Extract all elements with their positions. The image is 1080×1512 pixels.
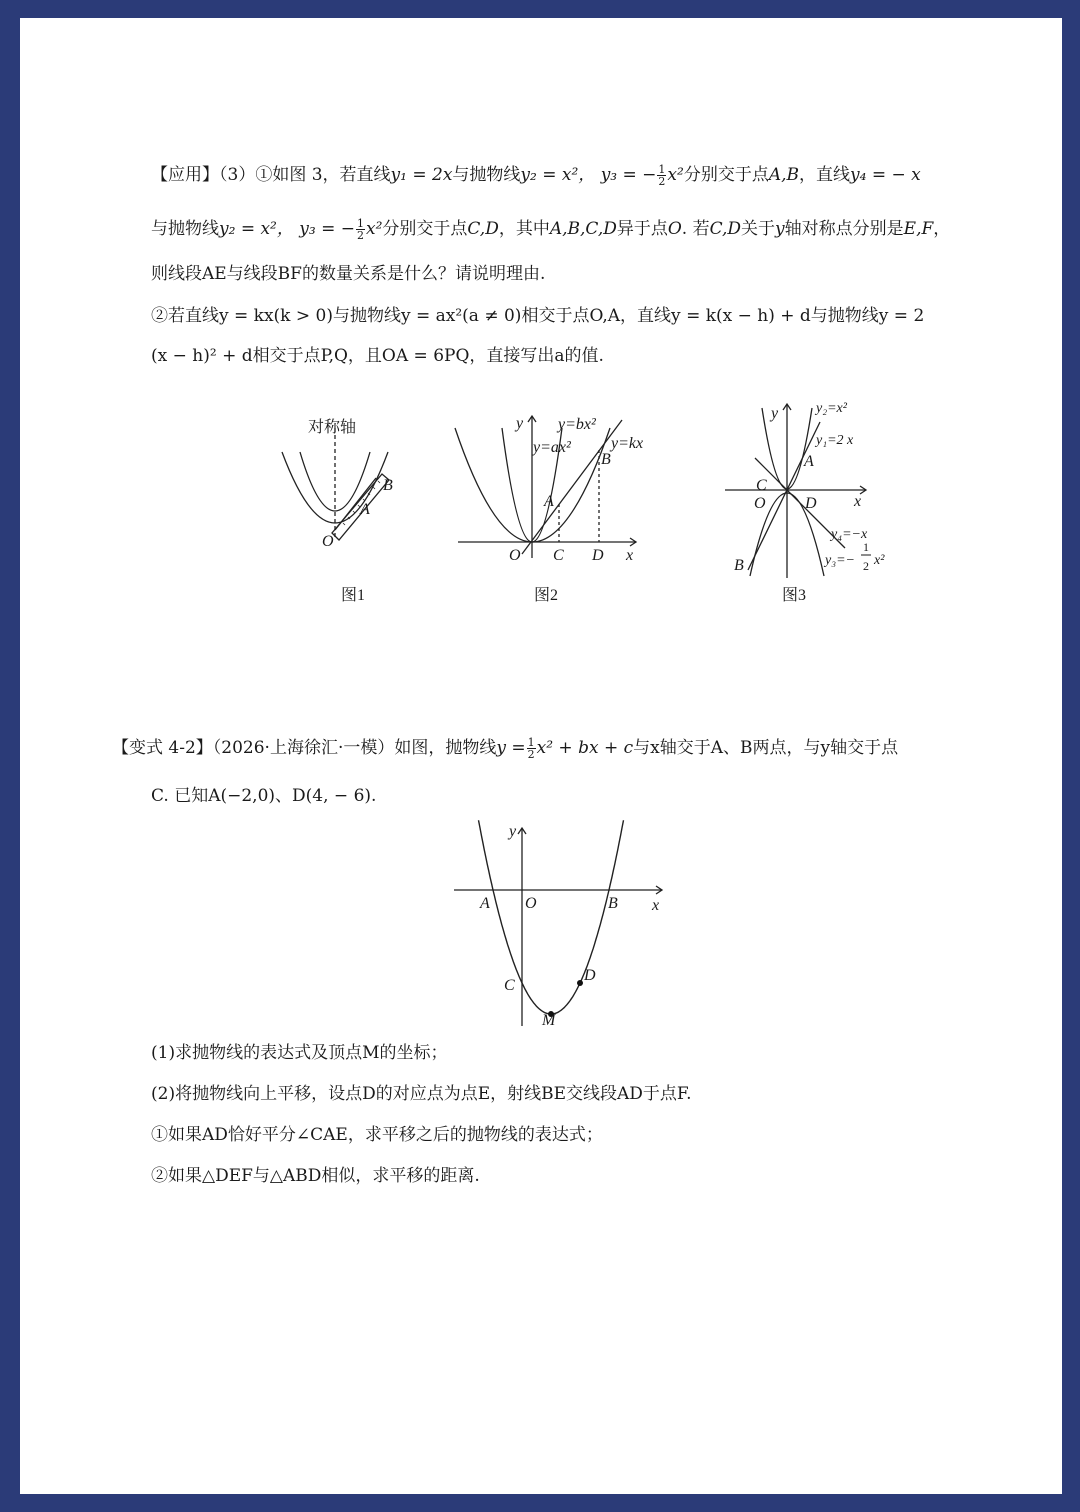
fig1-axis-label: 对称轴 bbox=[307, 419, 357, 436]
text-segment: 轴对称点分别是 bbox=[784, 219, 904, 239]
math-cd: C,D bbox=[709, 219, 742, 239]
text-segment: 分别交于点 bbox=[683, 165, 769, 185]
text-segment: 【变式 4-2】（2026·上海徐汇·一模）如图，抛物线 bbox=[112, 738, 497, 758]
fig2-label-b: B bbox=[601, 451, 611, 468]
variant-label-b: B bbox=[608, 895, 618, 912]
app-line-2 bbox=[151, 218, 950, 241]
frac-den: 2 bbox=[658, 175, 666, 188]
question-2-part-1: ①如果AD恰好平分∠CAE，求平移之后的抛物线的表达式； bbox=[151, 1125, 603, 1145]
fig1-label-o: O bbox=[322, 533, 334, 550]
fig2-label-kx: y=kx bbox=[611, 435, 644, 452]
math-y3: y₃ = − bbox=[299, 219, 355, 239]
math-ab: A,B bbox=[768, 165, 800, 185]
variant-label-a: A bbox=[480, 895, 490, 912]
math-y-eq: y = bbox=[496, 738, 526, 758]
question-2: (2)将抛物线向上平移，设点D的对应点为点E，射线BE交线段AD于点F. bbox=[151, 1084, 692, 1104]
variant-label-o: O bbox=[525, 895, 537, 912]
text-segment: 与抛物线 bbox=[452, 165, 521, 185]
text-segment: ，其中 bbox=[498, 219, 550, 239]
text-segment: 【应用】（3）①如图 3，若直线 bbox=[151, 165, 391, 185]
variant-graph bbox=[438, 818, 678, 1033]
text-segment: ，直线 bbox=[799, 165, 851, 185]
math-y2: y₂ = x²， bbox=[520, 165, 596, 185]
frac-den: 2 bbox=[527, 748, 535, 761]
fig3-caption: 图3 bbox=[781, 587, 807, 604]
math-o: O bbox=[667, 219, 682, 239]
text-segment: 关于 bbox=[741, 219, 776, 239]
fig2-label-o: O bbox=[509, 547, 521, 564]
text-segment: ， bbox=[933, 219, 951, 239]
text-segment: 异于点 bbox=[616, 219, 668, 239]
variant-label-y: y bbox=[509, 823, 517, 840]
text-segment: . 若 bbox=[681, 219, 710, 239]
variant-line-2: C. 已知A(−2,0)、D(4, − 6). bbox=[151, 786, 377, 806]
math-y2: y₂ = x²， bbox=[219, 219, 294, 239]
math-x2: x² bbox=[366, 219, 383, 239]
fig3-label-o: O bbox=[754, 495, 766, 512]
fig3-label-y1: y₁=2 x bbox=[816, 433, 854, 448]
fig3-label-y2: y₂=x² bbox=[816, 401, 847, 416]
variant-label-d: D bbox=[584, 967, 596, 984]
fig3-frac-num: 1 bbox=[863, 540, 869, 554]
frac-num: 1 bbox=[658, 163, 666, 176]
fig1-label-b: B bbox=[383, 477, 393, 494]
fig3-label-x: x bbox=[854, 493, 862, 510]
fig3-label-y: y bbox=[771, 405, 779, 422]
frac-den: 2 bbox=[357, 229, 364, 242]
fig3-label-a: A bbox=[804, 453, 814, 470]
app-line-1 bbox=[151, 164, 921, 187]
app-line-4: ②若直线y = kx(k > 0)与抛物线y = ax²(a ≠ 0)相交于点O,A，直线y = k(x − h) + d与抛物线y = 2 bbox=[151, 306, 925, 326]
fraction-half bbox=[356, 218, 365, 241]
fraction-half bbox=[527, 737, 536, 760]
variant-label-m: M bbox=[542, 1012, 556, 1029]
fig2-label-d: D bbox=[592, 547, 604, 564]
variant-label-c: C bbox=[504, 977, 515, 994]
math-y3: y₃ = − bbox=[600, 165, 657, 185]
math-y1: y₁ = 2x bbox=[390, 165, 453, 185]
frac-num: 1 bbox=[357, 217, 364, 230]
fig2-label-c: C bbox=[553, 547, 564, 564]
fig2-label-x: x bbox=[626, 547, 634, 564]
variant-point-d bbox=[577, 980, 583, 986]
app-line-5: (x − h)² + d相交于点P,Q，且OA = 6PQ，直接写出a的值. bbox=[151, 346, 604, 366]
worksheet-page bbox=[20, 18, 1062, 1494]
text-segment: 与抛物线 bbox=[151, 219, 219, 239]
math-x2: x² bbox=[667, 165, 684, 185]
fig2-label-y: y bbox=[516, 415, 524, 432]
fig1-caption: 图1 bbox=[340, 587, 366, 604]
frac-num: 1 bbox=[527, 736, 535, 749]
question-1: (1)求抛物线的表达式及顶点M的坐标； bbox=[151, 1043, 448, 1063]
fig3-label-y3: y₃=− bbox=[825, 553, 855, 568]
fig3-label-y3-x2: x² bbox=[874, 553, 885, 568]
fig1-label-a: A bbox=[360, 501, 370, 518]
question-2-part-2: ②如果△DEF与△ABD相似，求平移的距离. bbox=[151, 1166, 480, 1186]
fig2-label-ax2: y=ax² bbox=[533, 439, 571, 456]
math-y4: y₄ = − x bbox=[850, 165, 921, 185]
app-line-3: 则线段AE与线段BF的数量关系是什么？请说明理由. bbox=[151, 264, 546, 284]
fig3-label-d: D bbox=[805, 495, 817, 512]
math-y: y bbox=[775, 219, 785, 239]
math-cd: C,D bbox=[467, 219, 499, 239]
variant-label-x: x bbox=[652, 897, 660, 914]
math-points: A,B,C,D bbox=[549, 219, 617, 239]
fig3-frac-den: 2 bbox=[863, 559, 869, 573]
figures-1-3 bbox=[260, 380, 900, 604]
fig3-label-y4: y₄=−x bbox=[831, 527, 868, 542]
fig3-label-b: B bbox=[734, 557, 744, 574]
text-segment: 分别交于点 bbox=[382, 219, 468, 239]
math-ef: E,F bbox=[903, 219, 934, 239]
fig2-label-bx2: y=bx² bbox=[558, 416, 596, 433]
text-segment: 与x轴交于A、B两点，与y轴交于点 bbox=[633, 738, 899, 758]
math-poly: x² + bx + c bbox=[536, 738, 634, 758]
fig2-label-a: A bbox=[544, 493, 554, 510]
variant-parabola bbox=[479, 820, 624, 1014]
fig2-caption: 图2 bbox=[533, 587, 559, 604]
fraction-half bbox=[657, 164, 666, 187]
fig3-label-c: C bbox=[756, 477, 767, 494]
variant-line-1 bbox=[112, 737, 898, 760]
